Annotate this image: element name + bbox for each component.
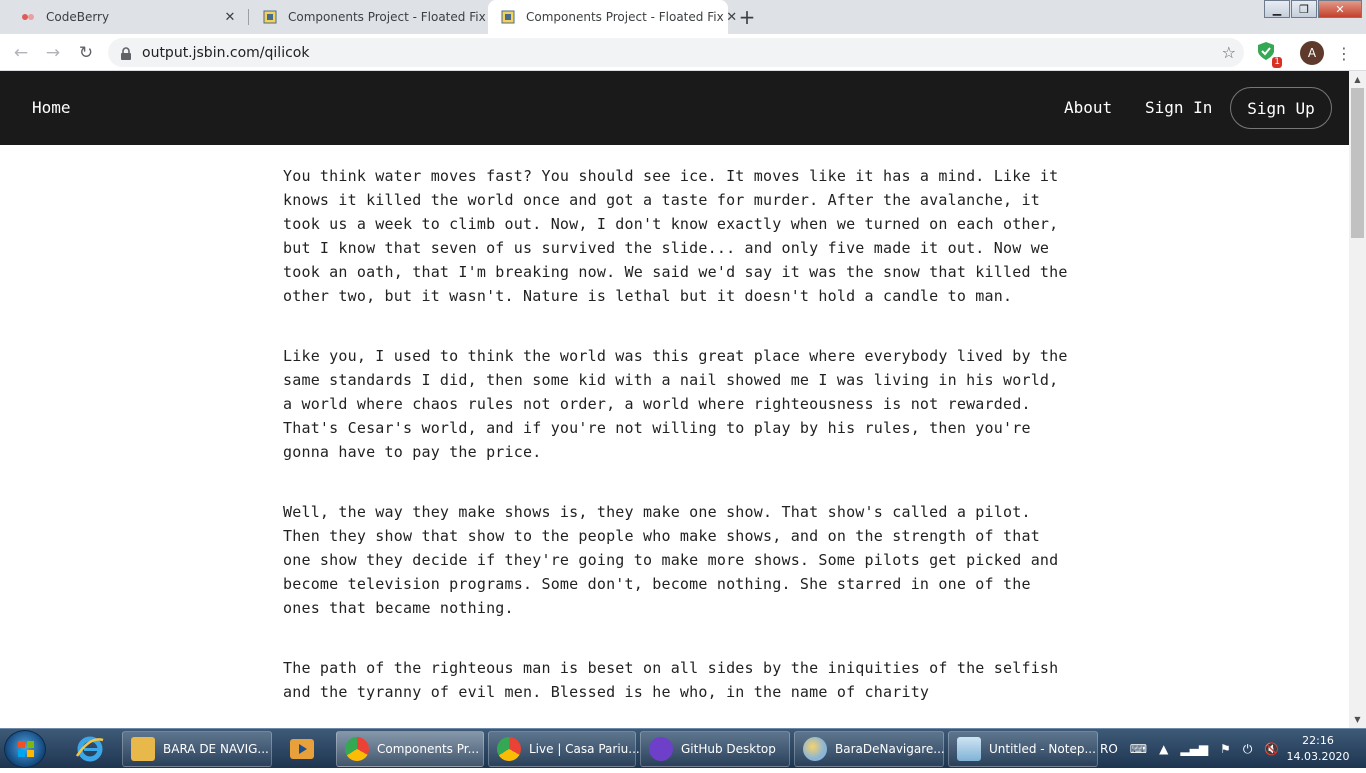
page-viewport xyxy=(0,71,1366,728)
extension-badge: 1 xyxy=(1274,57,1280,67)
tab-title: CodeBerry xyxy=(46,10,110,24)
arrow-right-icon: → xyxy=(45,43,61,63)
extension-button[interactable] xyxy=(1256,41,1280,67)
nav-about-link[interactable]: About xyxy=(1064,98,1113,117)
page-scrollbar[interactable] xyxy=(1349,71,1366,728)
forward-button[interactable] xyxy=(40,40,66,66)
maximize-button[interactable] xyxy=(1291,0,1317,18)
network-signal-icon[interactable]: ▂▄▆ xyxy=(1180,742,1209,756)
taskbar-item-folder[interactable] xyxy=(122,731,272,767)
address-bar[interactable] xyxy=(108,38,1244,67)
taskbar-clock[interactable] xyxy=(1282,733,1354,765)
tab-components-project[interactable] xyxy=(250,0,486,34)
tab-divider xyxy=(248,9,249,25)
taskbar-item-label: Components Pr... xyxy=(377,742,480,756)
media-player-icon xyxy=(288,736,316,762)
reload-icon: ↻ xyxy=(78,43,94,63)
scrollbar-thumb[interactable] xyxy=(1351,88,1364,238)
close-icon[interactable]: ✕ xyxy=(224,9,236,25)
internet-explorer-pin[interactable] xyxy=(64,731,116,767)
new-tab-button[interactable] xyxy=(734,4,760,30)
window-close-button[interactable] xyxy=(1318,0,1362,18)
paragraph: Well, the way they make shows is, they make one show. That show's called a pilot. Then they show that show to the people who make shows, and on the strength of that one show they decide if they're going to make more shows. Some pilots get picked and become television programs. Some don't, become nothing. She starred in one of the ones that became nothing. xyxy=(283,503,1059,617)
github-icon xyxy=(649,737,673,761)
minimize-button[interactable] xyxy=(1264,0,1290,18)
power-icon[interactable]: ⏻ xyxy=(1242,741,1253,756)
window-controls xyxy=(1263,0,1362,18)
nav-home-link[interactable]: Home xyxy=(32,98,71,117)
show-hidden-icons-icon[interactable]: ▲ xyxy=(1159,742,1169,756)
paragraph: The path of the righteous man is beset on all sides by the iniquities of the selfish and the tyranny of evil men. Blessed is he who, in the name of charity xyxy=(283,659,1059,701)
flag-icon[interactable]: ⚑ xyxy=(1220,742,1231,756)
paragraph: Like you, I used to think the world was this great place where everybody lived by the same standards I did, then some kid with a nail showed me I was living in his world, a world where chaos rules not order, a world where righteousness is not rewarded. That's Cesar's world, and if you're not willing to play by his rules, then you're gonna have to pay the price. xyxy=(283,347,1068,461)
chrome-icon xyxy=(345,737,369,761)
close-icon[interactable]: ✕ xyxy=(726,9,738,25)
article-content xyxy=(283,164,1073,740)
lock-icon xyxy=(120,46,134,60)
clock-date: 14.03.2020 xyxy=(1286,750,1350,763)
start-button[interactable] xyxy=(4,730,46,768)
keyboard-icon[interactable]: ⌨ xyxy=(1129,742,1148,756)
media-player-pin[interactable] xyxy=(276,731,328,767)
codeberry-icon xyxy=(20,9,36,25)
scroll-up-arrow-icon[interactable]: ▲ xyxy=(1354,75,1361,84)
taskbar-item-label: BaraDeNavigare... xyxy=(835,742,945,756)
profile-avatar[interactable]: A xyxy=(1300,41,1324,65)
nav-signup-button[interactable]: Sign Up xyxy=(1230,87,1332,129)
taskbar-item-label: Live | Casa Pariu... xyxy=(529,742,640,756)
close-icon: ✕ xyxy=(1335,2,1345,16)
reload-button[interactable] xyxy=(73,40,99,66)
taskbar-item-label: BARA DE NAVIG... xyxy=(163,742,269,756)
jsbin-icon xyxy=(500,9,516,25)
taskbar-item-notepad[interactable] xyxy=(948,731,1098,767)
more-vertical-icon: ⋮ xyxy=(1336,43,1352,63)
back-button[interactable] xyxy=(8,40,34,66)
windows-logo-icon xyxy=(5,731,47,769)
maximize-icon: ❐ xyxy=(1299,2,1309,16)
url-text: output.jsbin.com/qilicok xyxy=(142,44,310,61)
tab-title: Components Project - Floated Fix xyxy=(288,10,486,24)
paint-icon xyxy=(803,737,827,761)
site-navbar xyxy=(0,71,1349,145)
paragraph: You think water moves fast? You should see ice. It moves like it has a mind. Like it knows it killed the world once and got a taste for murder. After the avalanche, it took us a week to climb out. Now, I don't know exactly when we turned on each other, but I know that seven of us survived the slide... and only five made it out. Now we took an oath, that I'm breaking now. We said we'd say it was the snow that killed the other two, but it wasn't. Nature is lethal but it doesn't hold a candle to man. xyxy=(283,167,1068,305)
nav-signin-link[interactable]: Sign In xyxy=(1145,98,1213,117)
internet-explorer-icon xyxy=(75,734,105,764)
language-indicator[interactable]: RO xyxy=(1100,742,1118,756)
windows-taskbar xyxy=(0,728,1366,768)
taskbar-item-label: Untitled - Notep... xyxy=(989,742,1096,756)
tab-title: Components Project - Floated Fix xyxy=(526,10,724,24)
folder-icon xyxy=(131,737,155,761)
chrome-icon xyxy=(497,737,521,761)
taskbar-item-chrome-live[interactable] xyxy=(488,731,640,767)
browser-toolbar xyxy=(0,34,1366,71)
jsbin-icon xyxy=(262,9,278,25)
volume-muted-icon[interactable]: 🔇 xyxy=(1264,742,1280,756)
browser-menu-button[interactable] xyxy=(1336,40,1352,66)
system-tray xyxy=(1100,729,1291,769)
arrow-left-icon: ← xyxy=(13,43,29,63)
taskbar-item-paint[interactable] xyxy=(794,731,944,767)
taskbar-item-label: GitHub Desktop xyxy=(681,742,776,756)
plus-icon: + xyxy=(738,5,756,29)
minimize-icon: ▁ xyxy=(1272,2,1282,16)
notepad-icon xyxy=(957,737,981,761)
taskbar-item-chrome-components[interactable] xyxy=(336,731,484,767)
tab-components-project-active[interactable] xyxy=(488,0,738,34)
bookmark-star-icon[interactable]: ☆ xyxy=(1221,43,1236,62)
tab-codeberry[interactable] xyxy=(8,0,246,34)
taskbar-item-github[interactable] xyxy=(640,731,790,767)
clock-time: 22:16 xyxy=(1302,734,1334,747)
browser-tabstrip xyxy=(0,0,1366,34)
scroll-down-arrow-icon[interactable]: ▼ xyxy=(1354,715,1361,724)
